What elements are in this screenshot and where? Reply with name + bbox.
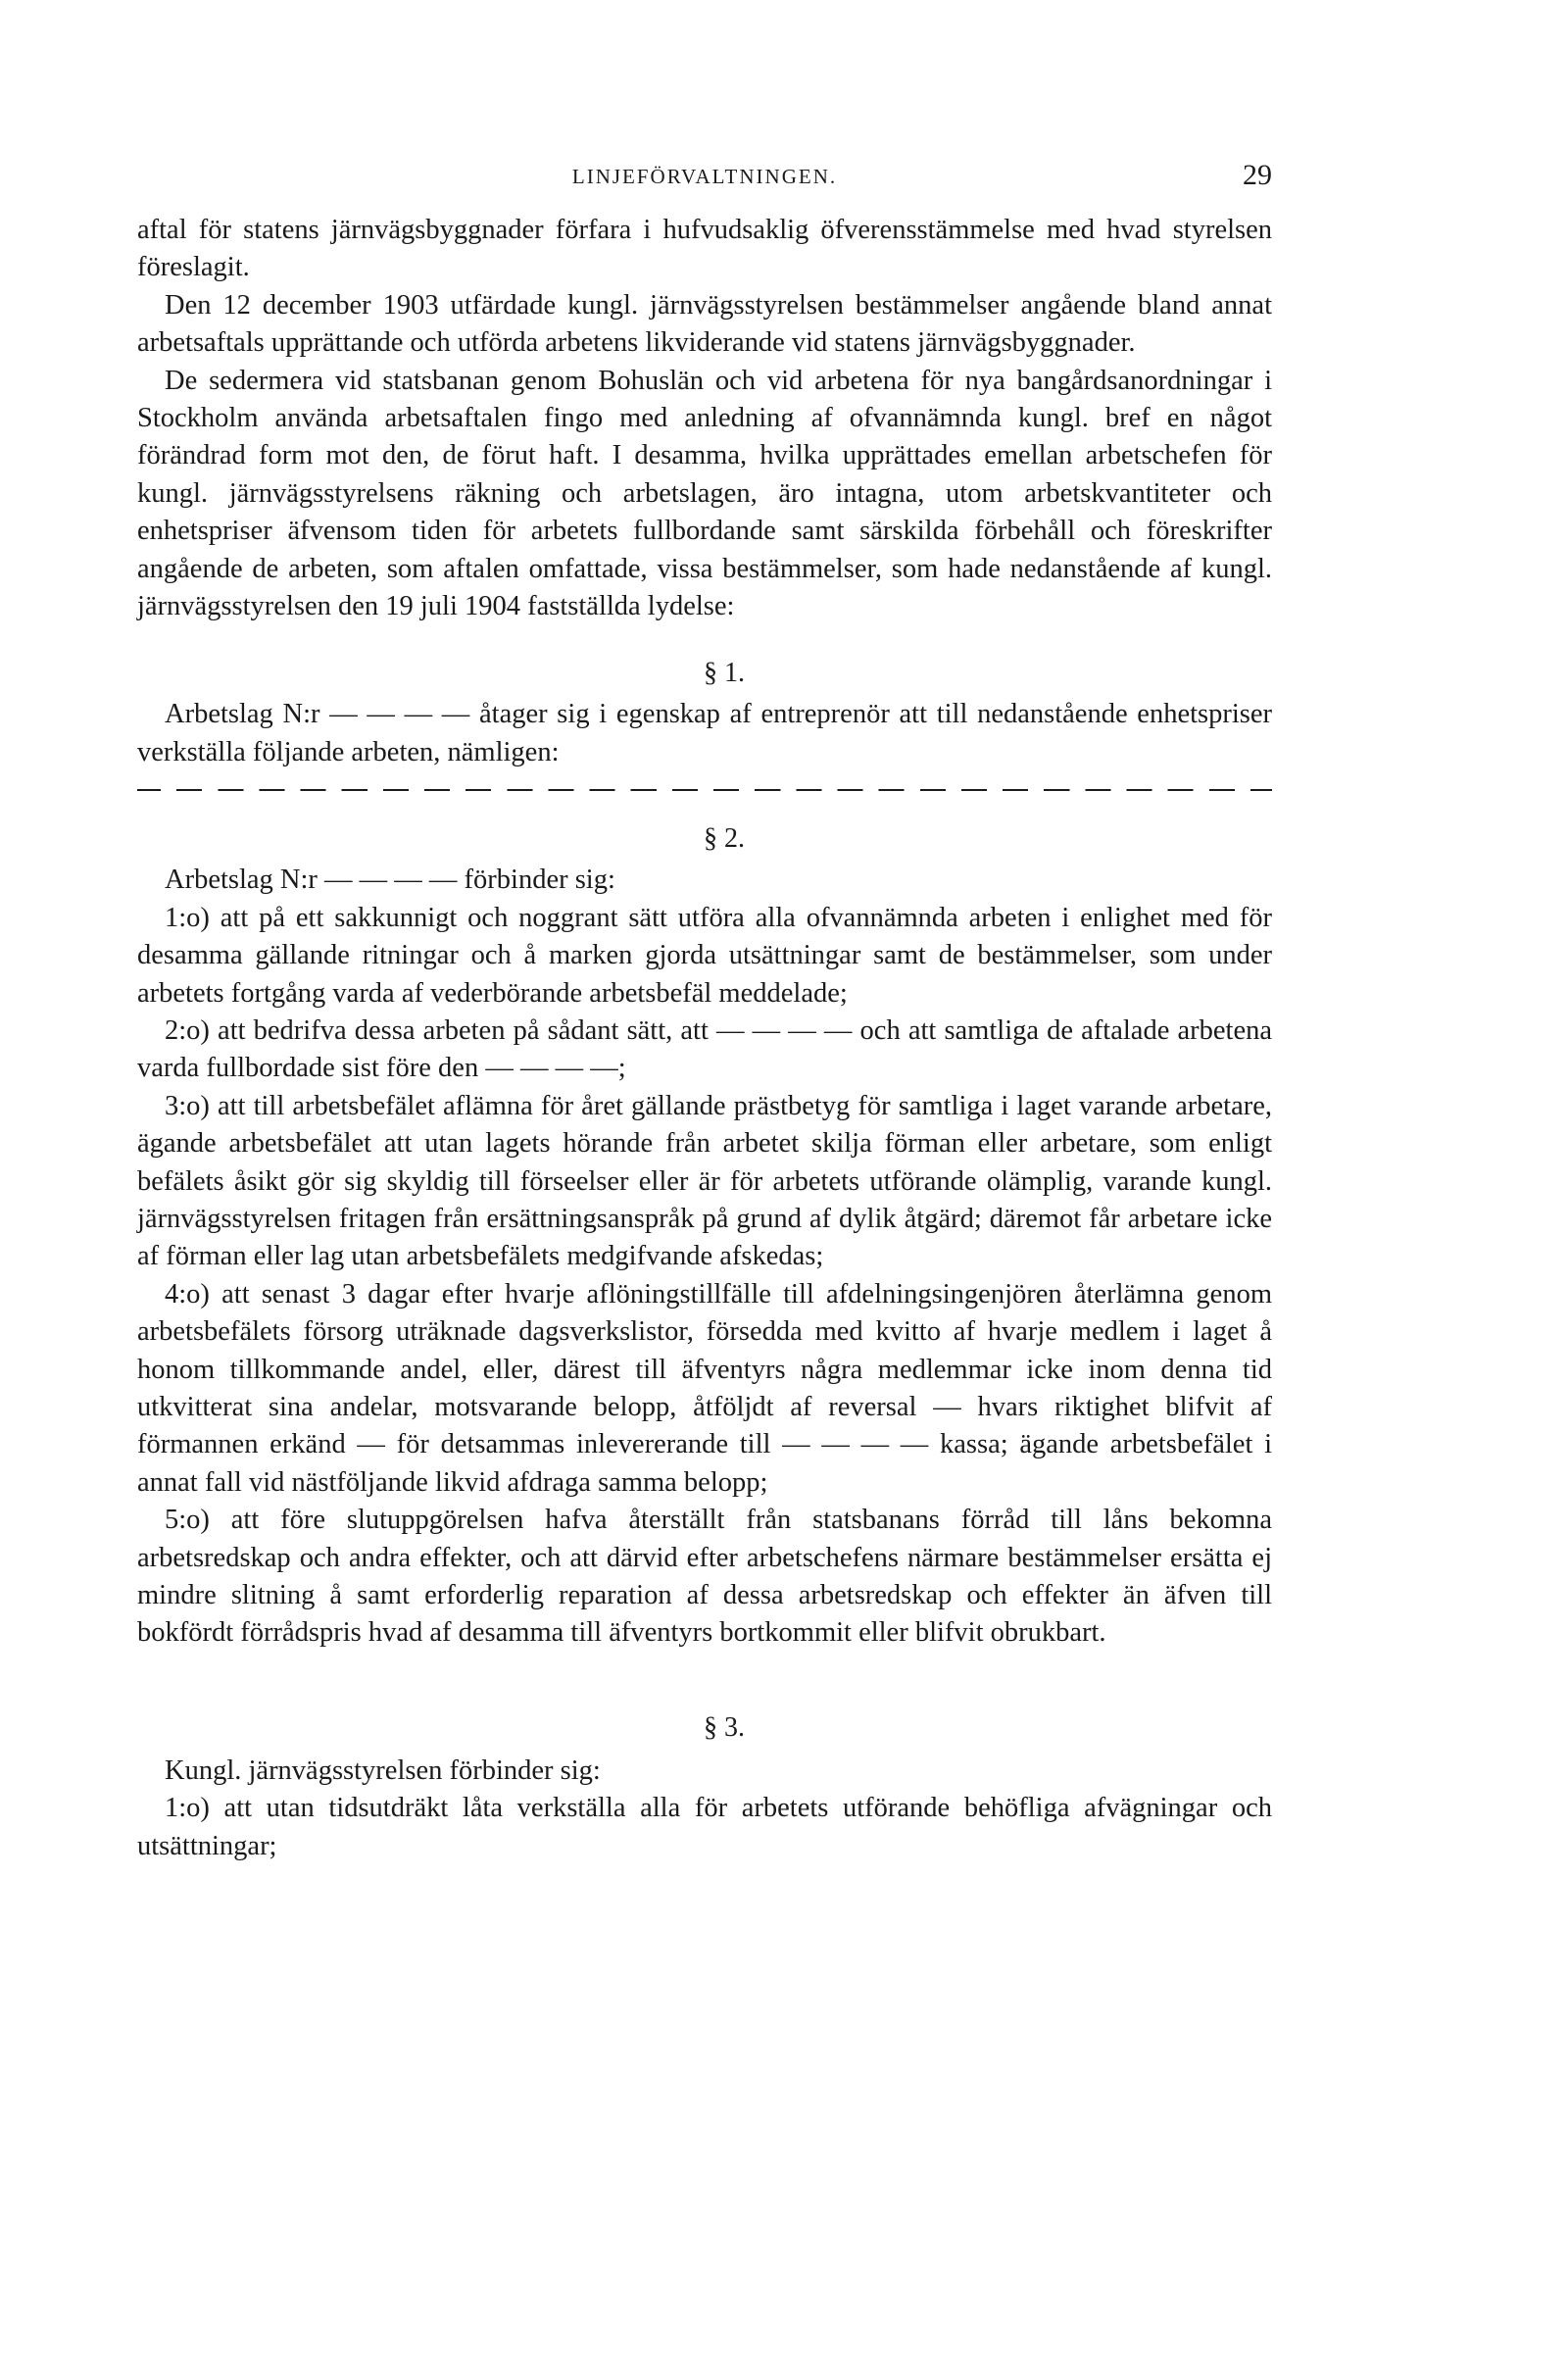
section-1-heading: § 1.	[704, 658, 745, 689]
section-2-item-3: 3:o) att till arbetsbefälet aflämna för året gällande prästbetyg för samtliga i laget varande arbetare, ägande arbetsbefälet att utan lagets hörande från arbetet skilja förman eller arbetare, som enligt befälets åsikt gör sig skyldig till förseelser eller är för arbetets utförande olämplig, varande kungl. järnvägsstyrelsen fritagen från ersättningsanspråk på grund af dylik åtgärd; däremot får arbetare icke af förman eller lag utan arbetsbefälets medgifvande afskedas;	[137, 1090, 1272, 1272]
body-text	[137, 212, 1272, 1865]
page-number: 29	[1243, 159, 1272, 191]
section-2-item-1: 1:o) att på ett sakkunnigt och noggrant sätt utföra alla ofvannämnda arbeten i enlighet med för desamma gällande ritningar och å marken gjorda utsättningar samt de bestämmelser, som under arbetets fortgång varda af vederbörande arbetsbefäl meddelade;	[137, 902, 1272, 1009]
intro-paragraph-1: aftal för statens järnvägsbyggnader förfara i hufvudsaklig öfverensstämmelse med hvad styrelsen föreslagit.	[137, 215, 1272, 283]
page-header	[137, 159, 1272, 212]
section-1-paragraph: Arbetslag N:r — — — — åtager sig i egenskap af entreprenör att till nedanstående enhetspriser verkställa följande arbeten, nämligen:	[137, 699, 1272, 767]
section-3-heading: § 3.	[704, 1711, 745, 1743]
intro-paragraph-2: Den 12 december 1903 utfärdade kungl. järnvägsstyrelsen bestämmelser angående bland annat arbetsaftals upprättande och utförda arbetens likviderande vid statens järnvägsbyggnader.	[137, 289, 1272, 359]
section-2-item-5: 5:o) att före slutuppgörelsen hafva återställt från statsbanans förråd till låns bekomna arbetsredskap och andra effekter, och att därvid efter arbetschefens närmare bestämmelser ersätta ej mindre slitning å samt erforderlig reparation af dessa arbetsredskap och effekter än äfven till bokfördt förrådspris hvad af desamma till äfventyrs bortkommit eller blifvit obrukbart.	[137, 1505, 1272, 1649]
section-2-item-2: 2:o) att bedrifva dessa arbeten på sådant sätt, att — — — — och att samtliga de aftalade arbetena varda fullbordade sist före den — — — —;	[137, 1014, 1272, 1084]
dashed-separator	[137, 789, 1272, 799]
running-title: LINJEFÖRVALTNINGEN.	[571, 165, 838, 188]
section-2-item-4: 4:o) att senast 3 dagar efter hvarje aflöningstillfälle till afdelningsingenjören återlämna genom arbetsbefälets försorg uträknade dagsverkslistor, försedda med kvitto af hvarje medlem i laget å honom tillkommande andel, eller, därest till äfventyrs några medlemmar icke inom denna tid utkvitterat sina andelar, motsvarande belopp, åtföljdt af reversal — hvars riktighet blifvit af förmannen erkänd — för detsammas inlevererande till — — — — kassa; ägande arbetsbefälet i annat fall vid nästföljande likvid afdraga samma belopp;	[137, 1278, 1272, 1498]
intro-paragraph-3: De sedermera vid statsbanan genom Bohuslän och vid arbetena för nya bangårdsanordningar i Stockholm använda arbetsaftalen fingo med anledning af ofvannämnda kungl. bref en något förändrad form mot den, de förut haft. I desamma, hvilka upprättades emellan arbetschefen för kungl. järnvägsstyrelsens räkning och arbetslagen, äro intagna, utom arbetskvantiteter och enhetspriser äfvensom tiden för arbetets fullbordande samt särskilda förbehåll och föreskrifter angående de arbeten, som aftalen omfattade, vissa bestämmelser, som hade nedanstående af kungl. järnvägsstyrelsen den 19 juli 1904 fastställda lydelse:	[137, 365, 1272, 622]
section-2-heading: § 2.	[704, 823, 745, 855]
section-3-intro: Kungl. järnvägsstyrelsen förbinder sig:	[165, 1755, 601, 1786]
section-3-item-1: 1:o) att utan tidsutdräkt låta verkställa alla för arbetets utförande behöfliga afvägningar och utsättningar;	[137, 1793, 1272, 1861]
section-2-intro: Arbetslag N:r — — — — förbinder sig:	[165, 865, 615, 896]
